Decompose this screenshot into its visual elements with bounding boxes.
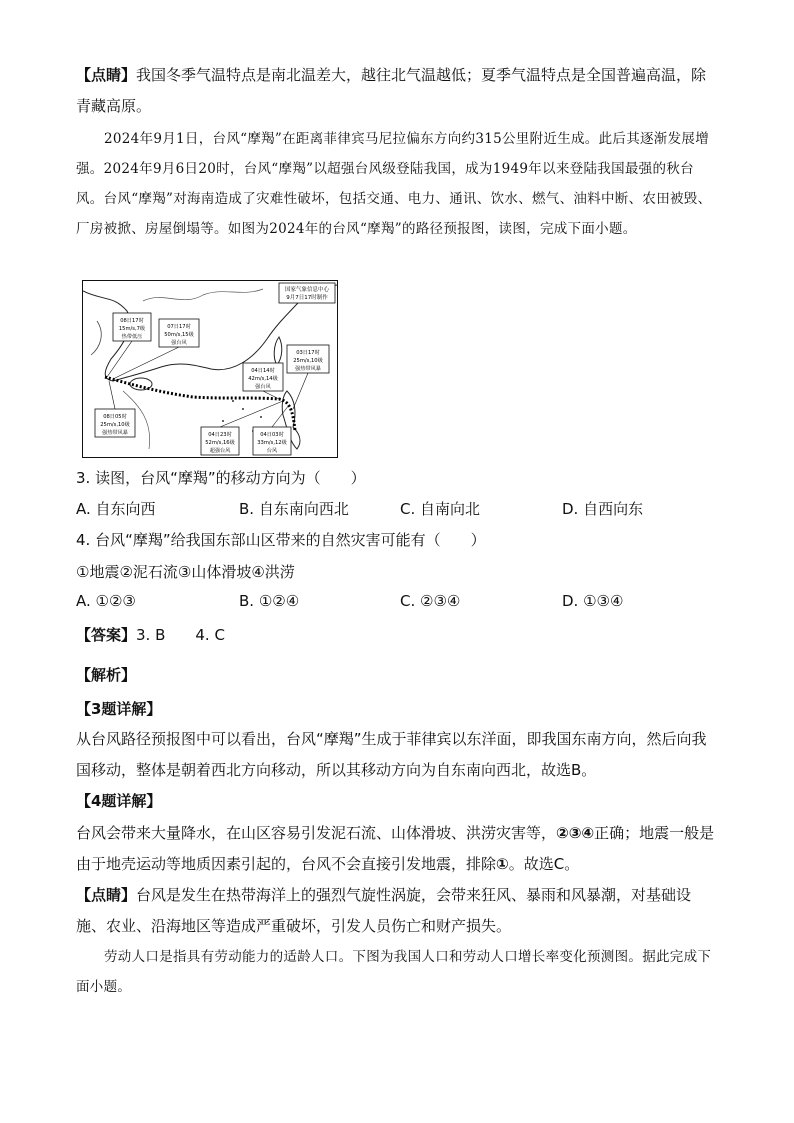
detail-4-text-mid: 正确；地震一般是由于地壳运动等地质因素引起的，台风不会直接引发地震，排除 xyxy=(76,824,715,873)
map-label-6b: 33m/s,12级 xyxy=(257,440,287,446)
detail-3-heading: 【3题详解】 xyxy=(76,700,162,718)
q4-option-c: C. ②③④ xyxy=(400,592,461,610)
detail-4-bold-1: ②③④ xyxy=(556,824,595,842)
map-label-5a: 04日23时 xyxy=(208,432,232,438)
map-label-2a: 03日17时 xyxy=(296,350,320,356)
map-label-4a: 08日05时 xyxy=(103,414,127,420)
map-label-4b: 25m/s,10级 xyxy=(100,422,130,428)
map-label-0c: 热带低压 xyxy=(121,334,143,340)
tip-2-tag: 【点睛】 xyxy=(76,886,137,904)
detail-4-text-before: 台风会带来大量降水，在山区容易引发泥石流、山体滑坡、洪涝灾害等， xyxy=(76,824,557,842)
material-paragraph: 2024年9月1日，台风“摩羯”在距离菲律宾马尼拉偏东方向约315公里附近生成。此后其逐渐发展增强。2024年9月6日20时，台风“摩羯”以超强台风级登陆我国，成为1949年以来登陆我国最强的秋台风。台风“摩羯”对海南造成了灾难性破坏，包括交通、电力、通讯、饮水、燃气、油料中断、农田被毁、厂房被掀、房屋倒塌等。如图为2024年的台风“摩羯”的路径预报图，读图，完成下面小题。 xyxy=(76,131,712,237)
map-label-0a: 08日17时 xyxy=(120,318,144,324)
tip-text: 我国冬季气温特点是南北温差大，越往北气温越低；夏季气温特点是全国普遍高温，除青藏高原。 xyxy=(76,66,707,115)
map-label-6a: 04日03时 xyxy=(260,432,284,438)
map-label-3b: 42m/s,14级 xyxy=(248,376,278,382)
question-3-options xyxy=(76,498,716,524)
map-label-1b: 50m/s,15级 xyxy=(164,332,194,338)
map-label-0b: 15m/s,7级 xyxy=(118,326,146,332)
map-header-line1: 国家气象信息中心 xyxy=(284,287,330,293)
detail-3-text: 从台风路径预报图中可以看出，台风“摩羯”生成于菲律宾以东洋面，即我国东南方向，然后向我国移动，整体是朝着西北方向移动，所以其移动方向为自东南向西北，故选B。 xyxy=(76,730,707,779)
tip-tag: 【点睛】 xyxy=(76,66,137,84)
map-label-1a: 07日17时 xyxy=(167,324,191,330)
detail-4-bold-2: ① xyxy=(496,855,509,873)
q4-option-d: D. ①③④ xyxy=(562,592,624,610)
map-label-5c: 超强台风 xyxy=(209,448,231,454)
answer-tag: 【答案】 xyxy=(76,626,137,644)
q3-option-c: C. 自南向北 xyxy=(400,500,481,518)
map-label-5b: 52m/s,16级 xyxy=(205,440,235,446)
map-label-6c: 台风 xyxy=(266,448,278,454)
question-4-stem: 4. 台风“摩羯”给我国东部山区带来的自然灾害可能有（ ） xyxy=(76,531,486,549)
map-label-2b: 25m/s,10级 xyxy=(293,358,323,364)
q3-option-b: B. 自东南向西北 xyxy=(239,500,349,518)
tip-2-text: 台风是发生在热带海洋上的强烈气旋性涡旋，会带来狂风、暴雨和风暴潮，对基础设施、农业、沿海地区等造成严重破坏，引发人员伤亡和财产损失。 xyxy=(76,886,692,935)
q4-option-a: A. ①②③ xyxy=(76,592,136,610)
question-4-options xyxy=(76,592,716,618)
answer-line xyxy=(76,620,720,651)
map-label-2c: 强热带风暴 xyxy=(295,366,321,372)
map-label-4c: 强热带风暴 xyxy=(102,430,128,436)
detail-4-text-after: 。故选C。 xyxy=(508,855,580,873)
q3-option-d: D. 自西向东 xyxy=(562,500,644,518)
tip-paragraph-1 xyxy=(76,60,720,122)
map-header-line2: 9月7日17时制作 xyxy=(286,295,328,301)
detail-4-heading: 【4题详解】 xyxy=(76,792,162,810)
map-label-3c: 强台风 xyxy=(255,384,271,390)
typhoon-track-map xyxy=(82,280,338,458)
question-3-stem: 3. 读图，台风“摩羯”的移动方向为（ ） xyxy=(76,469,366,487)
labor-population-paragraph: 劳动人口是指具有劳动能力的适龄人口。下图为我国人口和劳动人口增长率变化预测图。据此完成下面小题。 xyxy=(76,949,712,995)
question-4-items: ①地震②泥石流③山体滑坡④洪涝 xyxy=(76,563,295,581)
tip-paragraph-2 xyxy=(76,880,720,942)
answer-text: 3. B 4. C xyxy=(136,626,225,644)
detail-4-text xyxy=(76,818,720,880)
analysis-heading: 【解析】 xyxy=(76,666,137,684)
q4-option-b: B. ①②④ xyxy=(239,592,300,610)
map-label-1c: 强台风 xyxy=(171,340,187,346)
q3-option-a: A. 自东向西 xyxy=(76,500,156,518)
map-label-3a: 04日14时 xyxy=(251,368,275,374)
